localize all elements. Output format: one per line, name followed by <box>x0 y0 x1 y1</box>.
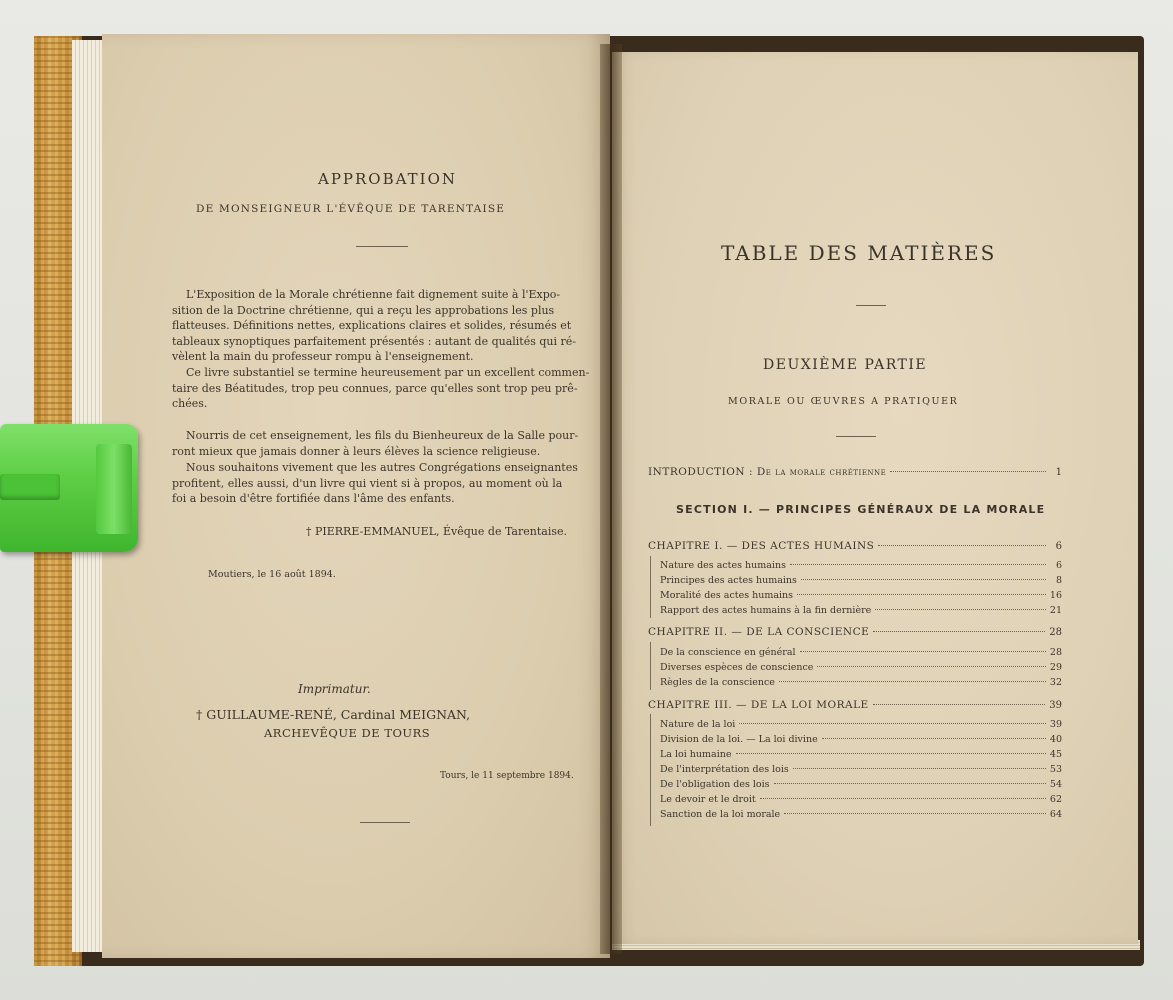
toc-label: Nature de la loi <box>660 719 736 730</box>
toc-label: Moralité des actes humains <box>660 590 794 601</box>
dot-leader <box>890 471 1046 472</box>
toc-label: Règles de la conscience <box>660 677 775 688</box>
divider <box>356 246 408 247</box>
green-clip-arm <box>0 474 60 500</box>
dot-leader <box>817 666 1045 667</box>
dot-leader <box>875 609 1046 610</box>
paragraph-1 <box>172 287 592 365</box>
toc-item <box>660 764 1062 775</box>
toc-label: De l'interprétation des lois <box>660 764 789 775</box>
dot-leader <box>801 579 1046 580</box>
dot-leader <box>739 723 1046 724</box>
toc-item <box>660 794 1062 805</box>
toc-page: 39 <box>1049 700 1062 711</box>
toc-page: 28 <box>1049 627 1062 638</box>
toc-item <box>660 560 1062 571</box>
toc-item <box>660 779 1062 790</box>
toc-label: CHAPITRE II. — DE LA CONSCIENCE <box>648 626 870 638</box>
dot-leader <box>793 768 1046 769</box>
dot-leader <box>822 738 1046 739</box>
text-line: L'Exposition de la Morale chrétienne fait dignement suite à l'Expo- <box>186 288 561 301</box>
paragraph-4 <box>172 460 592 507</box>
dot-leader <box>760 798 1046 799</box>
toc-item <box>660 575 1062 586</box>
dot-leader <box>873 704 1046 705</box>
divider <box>360 822 410 823</box>
toc-page: 6 <box>1055 560 1062 571</box>
book-gutter <box>600 44 622 954</box>
toc-page: 29 <box>1049 662 1062 673</box>
text-line: taire des Béatitudes, trop peu connues, parce qu'elles sont trop peu prê- <box>172 381 578 395</box>
toc-label: Diverses espèces de conscience <box>660 662 814 673</box>
section-title: SECTION I. — PRINCIPES GÉNÉRAUX DE LA MORALE <box>676 503 1046 516</box>
toc-chapter <box>648 540 1062 552</box>
imprimatur-label: Imprimatur. <box>298 682 371 696</box>
text-line: sition de la Doctrine chrétienne, qui a reçu les approbations les plus <box>172 303 555 317</box>
text-line: flatteuses. Définitions nettes, explications claires et solides, résumés et <box>172 319 572 332</box>
toc-label: De la conscience en général <box>660 647 796 658</box>
chapter-bracket <box>650 642 651 690</box>
toc-introduction <box>648 466 1062 478</box>
toc-page: 1 <box>1055 467 1062 478</box>
toc-page: 54 <box>1049 779 1062 790</box>
toc-chapter <box>648 626 1062 638</box>
imprimatur-name: † GUILLAUME-RENÉ, Cardinal MEIGNAN, <box>196 707 471 722</box>
text-line: profitent, elles aussi, d'un livre qui vient si à propos, au moment où la <box>172 476 563 490</box>
text-line: chées. <box>172 397 208 410</box>
toc-item <box>660 590 1062 601</box>
text-line: Ce livre substantiel se termine heureusement par un excellent commen- <box>186 366 590 379</box>
paragraph-3 <box>172 428 592 459</box>
paragraph-2 <box>172 365 592 412</box>
toc-item <box>660 677 1062 688</box>
toc-title: TABLE DES MATIÈRES <box>721 241 997 265</box>
dot-leader <box>800 651 1046 652</box>
toc-label: Division de la loi. — La loi divine <box>660 734 818 745</box>
imprimatur-title: ARCHEVÊQUE DE TOURS <box>264 726 431 740</box>
part-subtitle: MORALE OU ŒUVRES A PRATIQUER <box>728 396 959 407</box>
toc-page: 6 <box>1055 541 1062 552</box>
toc-label: CHAPITRE III. — DE LA LOI MORALE <box>648 699 869 711</box>
toc-label: Principes des actes humains <box>660 575 797 586</box>
toc-label: La loi humaine <box>660 749 732 760</box>
part-title: DEUXIÈME PARTIE <box>763 357 928 373</box>
imprimatur-date: Tours, le 11 septembre 1894. <box>440 771 574 781</box>
toc-item <box>660 605 1062 616</box>
toc-item <box>660 647 1062 658</box>
text-line: foi a besoin d'être fortifiée dans l'âme des enfants. <box>172 492 455 505</box>
text-line: Nous souhaitons vivement que les autres Congrégations enseignantes <box>186 461 578 474</box>
toc-page: 40 <box>1049 734 1062 745</box>
toc-label: Rapport des actes humains à la fin dernière <box>660 605 872 616</box>
text-line: ront mieux que jamais donner à leurs élèves la science religieuse. <box>172 444 541 458</box>
toc-item <box>660 734 1062 745</box>
toc-label: Nature des actes humains <box>660 560 786 571</box>
approbation-subtitle: DE MONSEIGNEUR L'ÉVÊQUE DE TARENTAISE <box>196 203 506 215</box>
toc-item <box>660 809 1062 820</box>
toc-page: 21 <box>1049 605 1062 616</box>
toc-label: Sanction de la loi morale <box>660 809 781 820</box>
toc-page: 32 <box>1049 677 1062 688</box>
toc-page: 45 <box>1049 749 1062 760</box>
toc-page: 16 <box>1049 590 1062 601</box>
toc-label: Le devoir et le droit <box>660 794 756 805</box>
toc-label: INTRODUCTION : De la morale chrétienne <box>648 466 887 478</box>
toc-page: 28 <box>1049 647 1062 658</box>
dot-leader <box>878 545 1046 546</box>
signature: † PIERRE-EMMANUEL, Évêque de Tarentaise. <box>306 525 567 538</box>
dot-leader <box>873 631 1045 632</box>
toc-item <box>660 662 1062 673</box>
text-line: vèlent la main du professeur rompu à l'enseignement. <box>172 350 474 363</box>
toc-page: 8 <box>1055 575 1062 586</box>
chapter-bracket <box>650 556 651 618</box>
toc-page: 53 <box>1049 764 1062 775</box>
toc-item <box>660 719 1062 730</box>
dot-leader <box>784 813 1046 814</box>
toc-label: De l'obligation des lois <box>660 779 770 790</box>
toc-page: 62 <box>1049 794 1062 805</box>
place-date: Moutiers, le 16 août 1894. <box>208 569 336 580</box>
dot-leader <box>736 753 1046 754</box>
toc-label: CHAPITRE I. — DES ACTES HUMAINS <box>648 540 875 552</box>
green-clip-ridge <box>96 444 132 534</box>
chapter-bracket <box>650 714 651 826</box>
divider <box>856 305 886 306</box>
divider <box>836 436 876 437</box>
toc-chapter <box>648 699 1062 711</box>
toc-page: 39 <box>1049 719 1062 730</box>
dot-leader <box>774 783 1046 784</box>
approbation-title: APPROBATION <box>318 170 457 188</box>
toc-item <box>660 749 1062 760</box>
dot-leader <box>779 681 1046 682</box>
dot-leader <box>797 594 1046 595</box>
text-line: tableaux synoptiques parfaitement présentés : autant de qualités qui ré- <box>172 334 577 348</box>
dot-leader <box>790 564 1046 565</box>
toc-page: 64 <box>1049 809 1062 820</box>
text-line: Nourris de cet enseignement, les fils du Bienheureux de la Salle pour- <box>186 429 579 442</box>
